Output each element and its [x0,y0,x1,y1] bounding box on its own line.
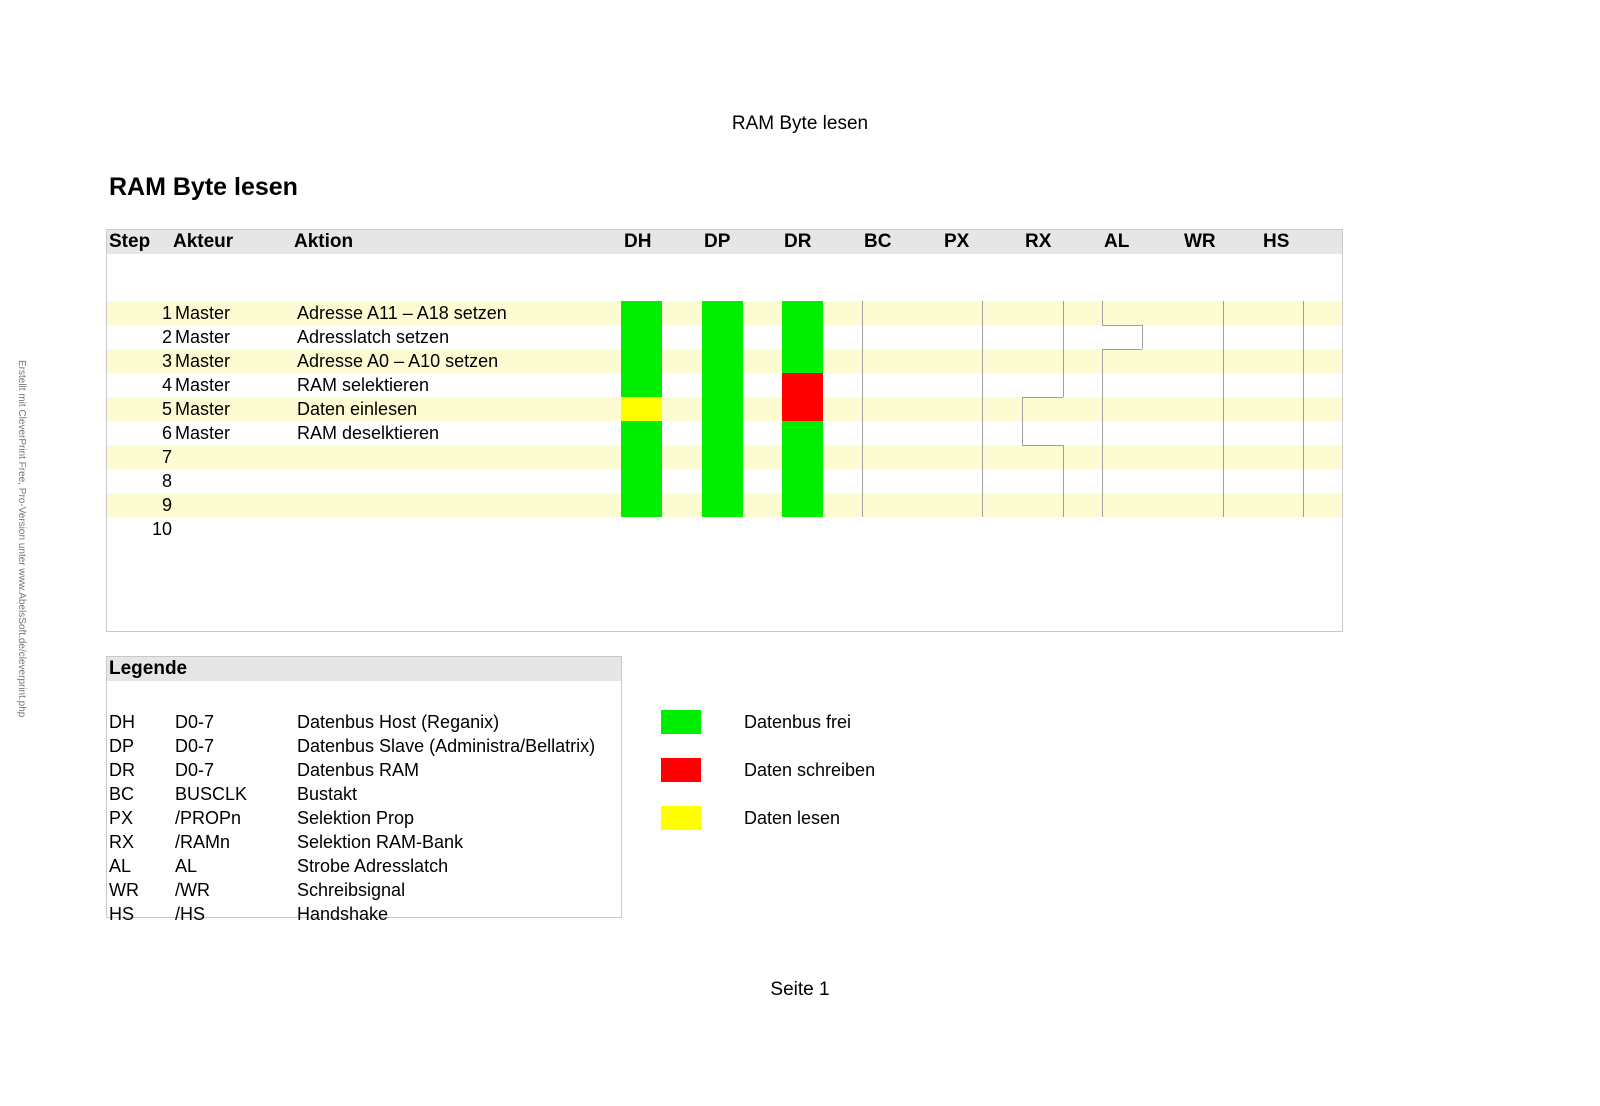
legend-abbreviation: AL [109,856,132,876]
column-header-aktion: Aktion [294,231,354,252]
actor-cell: Master [175,423,231,443]
legend-description: Datenbus Slave (Administra/Bellatrix) [297,736,596,756]
legend-description: Datenbus RAM [297,760,420,780]
dh-state-bar [621,493,662,517]
action-cell: RAM deselktieren [297,423,440,443]
column-header-rx: RX [1025,231,1052,252]
legend-signal: BUSCLK [175,784,248,804]
al-signal-line [1102,349,1103,373]
step-number: 6 [161,423,172,443]
al-signal-line [1102,445,1103,469]
dh-state-bar [621,421,662,445]
legend-abbreviation: DR [109,760,135,780]
action-cell: Adresslatch setzen [297,327,450,347]
column-header-al: AL [1104,231,1130,252]
dh-state-bar [621,325,662,349]
step-number: 3 [161,351,172,371]
legend-abbreviation: HS [109,904,135,924]
legend-description: Schreibsignal [297,880,406,900]
rx-signal-edge [1022,397,1063,398]
legend-signal: /WR [175,880,210,900]
legend-header [107,657,621,681]
step-number: 4 [161,375,172,395]
px-signal-line [982,301,983,517]
legend-signal: /HS [175,904,206,924]
legend-abbreviation: PX [109,808,134,828]
dr-state-bar [782,493,823,517]
legend-description: Selektion RAM-Bank [297,832,464,852]
dp-state-bar [702,349,743,373]
dr-state-bar [782,349,823,373]
legend-description: Datenbus Host (Reganix) [297,712,500,732]
action-cell: Adresse A11 – A18 setzen [297,303,507,323]
actor-cell: Master [175,375,231,395]
legend-signal: D0-7 [175,760,215,780]
rx-signal-line [1022,397,1023,421]
column-header-step: Step [109,231,151,252]
dr-state-bar [782,445,823,469]
rx-signal-line [1063,301,1064,325]
dp-state-bar [702,325,743,349]
dh-state-bar [621,445,662,469]
dp-state-bar [702,373,743,397]
al-signal-line [1142,325,1143,349]
page-footer: Seite 1 [770,979,830,1000]
legend-description: Selektion Prop [297,808,415,828]
legend-color-label: Daten lesen [744,808,841,828]
dh-state-bar [621,469,662,493]
legend-abbreviation: DH [109,712,135,732]
action-cell: Daten einlesen [297,399,418,419]
rx-signal-line [1063,469,1064,493]
wr-signal-line [1223,301,1224,517]
step-number: 10 [151,519,172,539]
legend-color-swatch [661,710,701,734]
legend-color-swatch [661,758,701,782]
al-signal-line [1102,421,1103,445]
actor-cell: Master [175,303,231,323]
dr-state-bar [782,469,823,493]
step-number: 1 [161,303,172,323]
rx-signal-line [1063,493,1064,517]
dp-state-bar [702,469,743,493]
legend-description: Bustakt [297,784,358,804]
dp-state-bar [702,397,743,421]
action-cell: RAM selektieren [297,375,430,395]
dr-state-bar [782,421,823,445]
al-signal-edge [1102,349,1142,350]
legend-signal: /PROPn [175,808,242,828]
column-header-dh: DH [624,231,652,252]
legend-title: Legende [109,658,188,679]
dp-state-bar [702,445,743,469]
al-signal-line [1102,397,1103,421]
dp-state-bar [702,493,743,517]
step-number: 9 [161,495,172,515]
step-number: 5 [161,399,172,419]
legend-color-label: Datenbus frei [744,712,852,732]
step-number: 8 [161,471,172,491]
dh-state-bar [621,373,662,397]
document-title: RAM Byte lesen [109,173,298,201]
dh-state-bar [621,397,662,421]
dr-state-bar [782,325,823,349]
actor-cell: Master [175,399,231,419]
column-header-dr: DR [784,231,812,252]
column-header-dp: DP [704,231,731,252]
rx-signal-line [1063,325,1064,349]
dr-state-bar [782,397,823,421]
rx-signal-line [1063,349,1064,373]
dr-state-bar [782,373,823,397]
legend-color-swatch [661,806,701,830]
rx-signal-edge [1022,445,1063,446]
legend-signal: D0-7 [175,712,215,732]
step-number: 2 [161,327,172,347]
rx-signal-line [1022,421,1023,445]
column-header-hs: HS [1263,231,1290,252]
legend-abbreviation: WR [109,880,139,900]
page-header: RAM Byte lesen [731,113,869,134]
side-note-text: Erstellt mit CleverPrint Free, Pro-Version unter www.AbelsSoft.de/cleverprint.php [16,360,27,718]
side-note [16,360,27,722]
column-header-akteur: Akteur [173,231,234,252]
dp-state-bar [702,301,743,325]
step-number: 7 [161,447,172,467]
column-header-px: PX [944,231,970,252]
legend-description: Handshake [297,904,389,924]
dh-state-bar [621,301,662,325]
column-header-wr: WR [1184,231,1216,252]
column-header-bc: BC [864,231,892,252]
legend-signal: /RAMn [175,832,231,852]
dh-state-bar [621,349,662,373]
al-signal-line [1102,493,1103,517]
legend-signal: AL [175,856,198,876]
al-signal-line [1102,301,1103,325]
hs-signal-line [1303,301,1304,517]
al-signal-line [1102,469,1103,493]
rx-signal-line [1063,373,1064,397]
actor-cell: Master [175,327,231,347]
legend-signal: D0-7 [175,736,215,756]
dp-state-bar [702,421,743,445]
dr-state-bar [782,301,823,325]
legend-abbreviation: BC [109,784,135,804]
bc-signal-line [862,301,863,517]
legend-abbreviation: RX [109,832,135,852]
al-signal-line [1102,373,1103,397]
rx-signal-line [1063,445,1064,469]
action-cell: Adresse A0 – A10 setzen [297,351,499,371]
legend-description: Strobe Adresslatch [297,856,449,876]
actor-cell: Master [175,351,231,371]
legend-color-label: Daten schreiben [744,760,876,780]
al-signal-edge [1102,325,1142,326]
legend-abbreviation: DP [109,736,135,756]
